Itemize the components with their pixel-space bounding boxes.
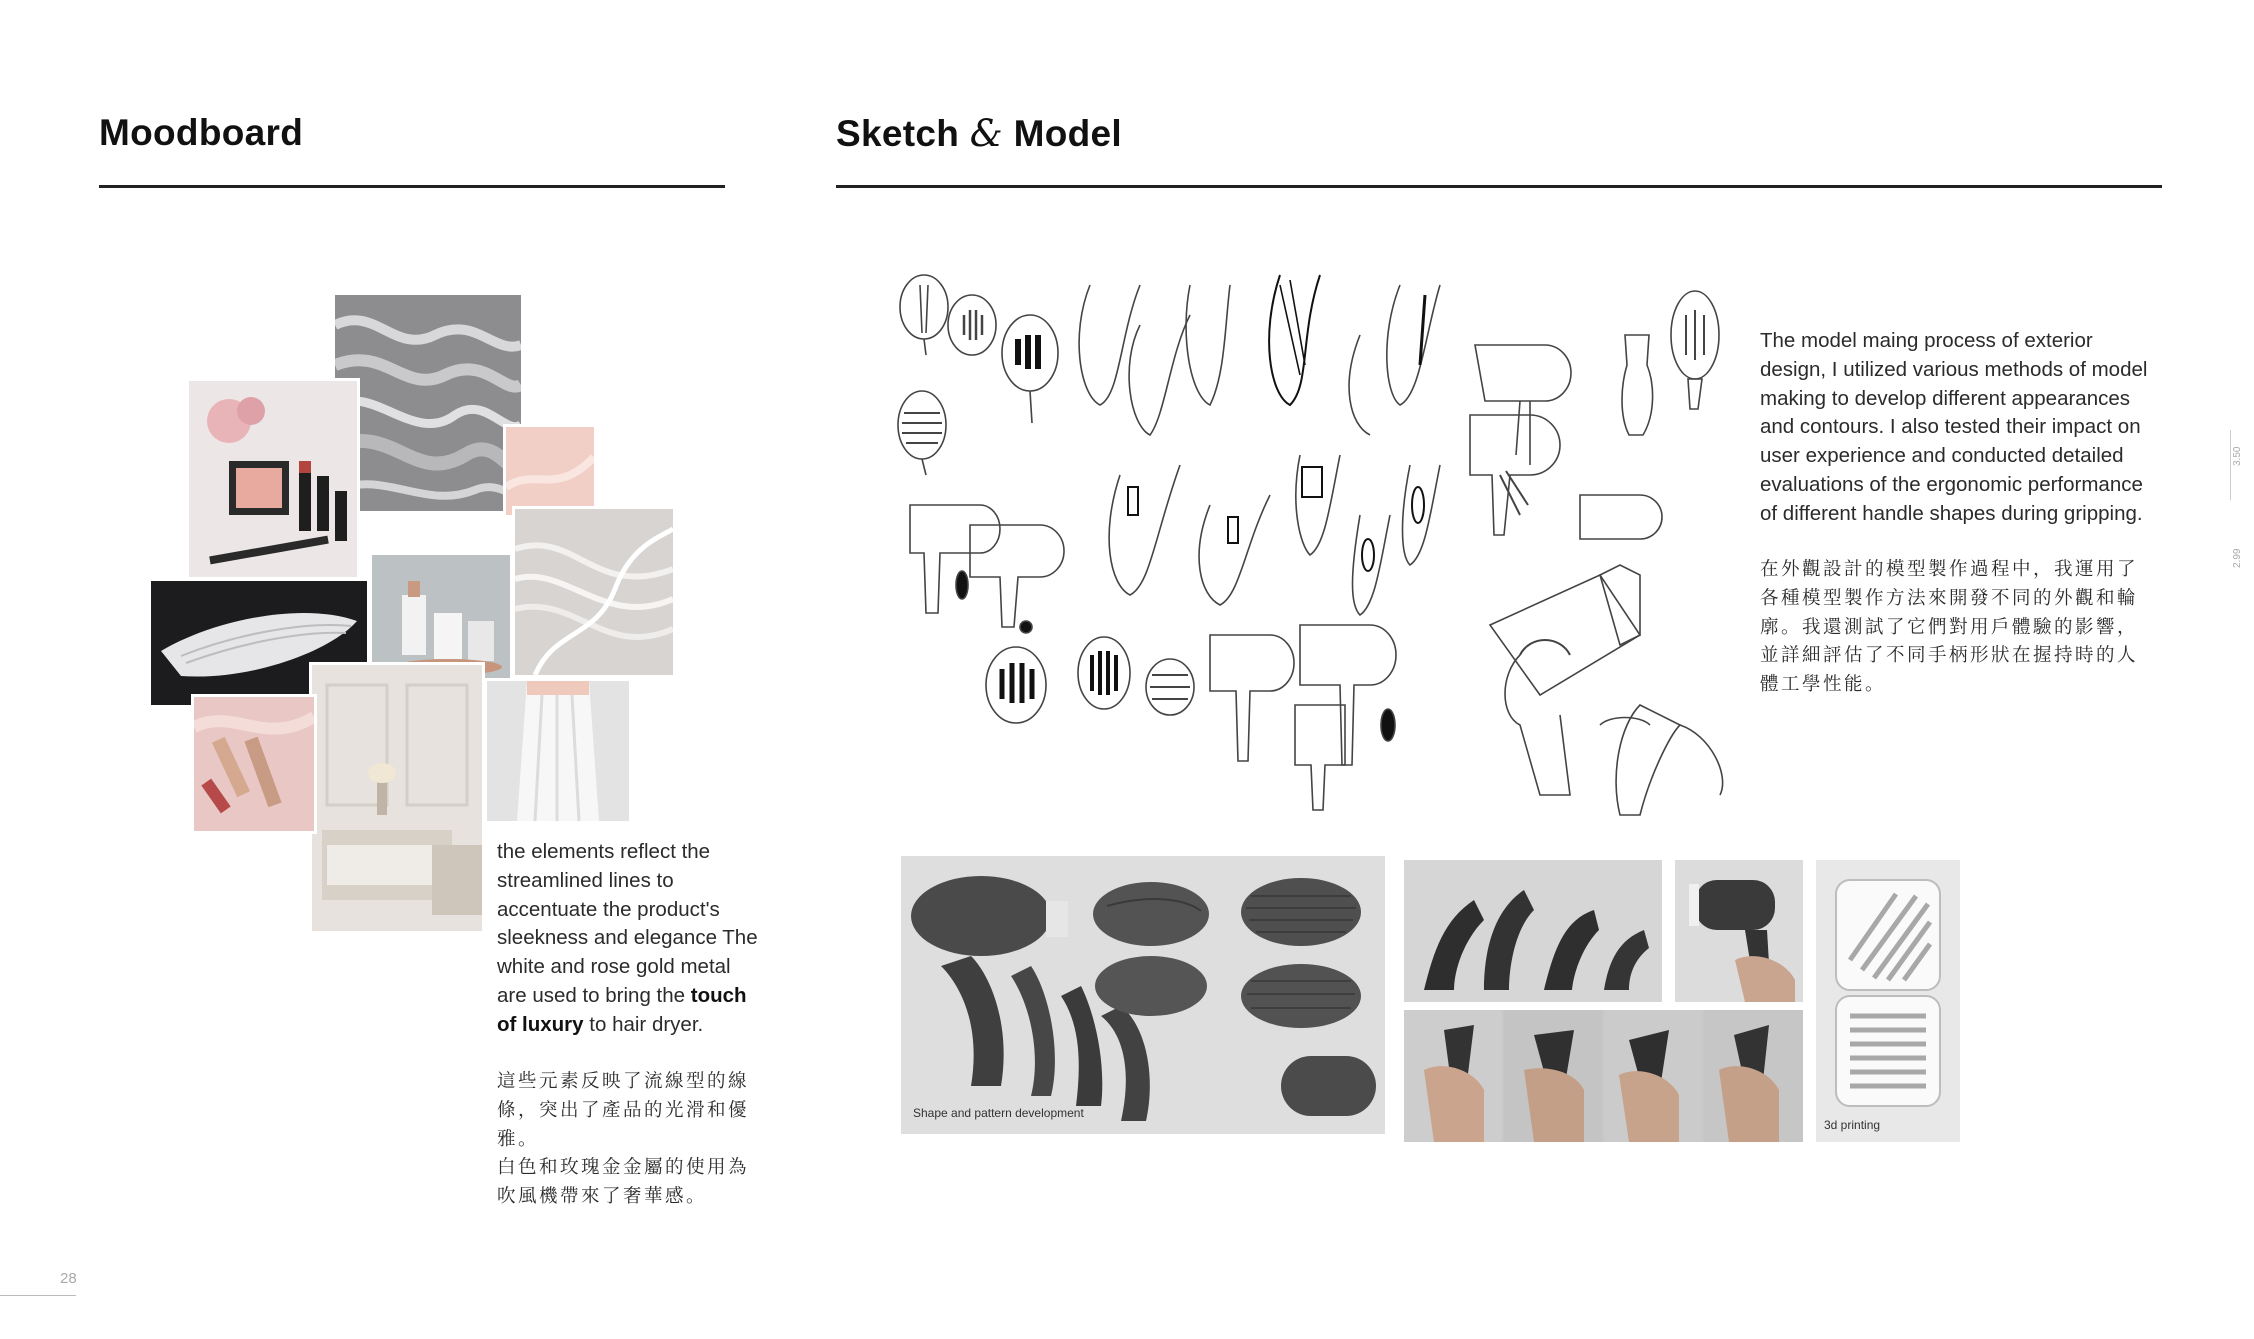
sketch-model-title	[836, 112, 1122, 155]
moodboard-text-emphasis: touch of luxury	[497, 983, 747, 1036]
sketch-description-zh: 在外觀設計的模型製作過程中，我運用了各種模型製作方法來開發不同的外觀和輪廓。我還測試了它們對用戶體驗的影響，並詳細評估了不同手柄形狀在握持時的人體工學性能。	[1760, 559, 2139, 696]
page-number: 28	[60, 1270, 77, 1287]
moodboard-text-part1: the elements reflect the streamlined lines to accentuate the product's sleekness and elegance The white and rose gold metal are used to bring the	[497, 840, 758, 1007]
white-vase-photo	[484, 678, 632, 824]
moodboard-rule	[99, 185, 725, 188]
handle-models-photo	[1404, 860, 1662, 1002]
title-part-sketch: Sketch	[836, 113, 960, 154]
3d-printing-photo	[1816, 860, 1960, 1142]
page-number-rule	[0, 1295, 76, 1296]
moodboard-text-part2: to hair dryer.	[583, 1012, 704, 1036]
grip-test-photos	[1404, 1010, 1803, 1142]
pink-marble-photo	[503, 424, 597, 518]
shape-pattern-photo	[901, 856, 1385, 1134]
margin-mark-line	[2230, 430, 2231, 500]
hairdryer-sketches	[880, 255, 1740, 825]
bedroom-photo	[309, 662, 485, 934]
title-part-model: Model	[1013, 113, 1122, 154]
moodboard-description-zh-1: 這些元素反映了流線型的線條，突出了產品的光滑和優雅。	[497, 1071, 750, 1150]
moodboard-title: Moodboard	[99, 112, 304, 153]
moodboard-description-en	[497, 838, 759, 1040]
lipstick-silk-photo	[191, 694, 317, 834]
sketch-rule	[836, 185, 2162, 188]
moodboard-description-zh-2: 白色和玫瑰金金屬的使用為吹風機帶來了奢華感。	[497, 1157, 750, 1207]
white-curves-photo	[512, 506, 676, 678]
title-ampersand: &	[969, 112, 1003, 155]
cosmetics-photo	[186, 378, 360, 580]
sketch-description-en: The model maing process of exterior design, I utilized various methods of model making to develop different appearances and contours. I also tested their impact on user experience and conducted detailed evaluations of the ergonomic performance of different handle shapes during gripping.	[1760, 329, 2148, 525]
dryer-grip-photo	[1675, 860, 1803, 1002]
margin-mark-1: 3.50	[2232, 446, 2243, 466]
margin-mark-2: 2.99	[2232, 548, 2243, 568]
3d-printing-caption: 3d printing	[1824, 1118, 1881, 1132]
silver-wave-photo	[332, 292, 524, 514]
shape-pattern-caption: Shape and pattern development	[913, 1106, 1084, 1120]
